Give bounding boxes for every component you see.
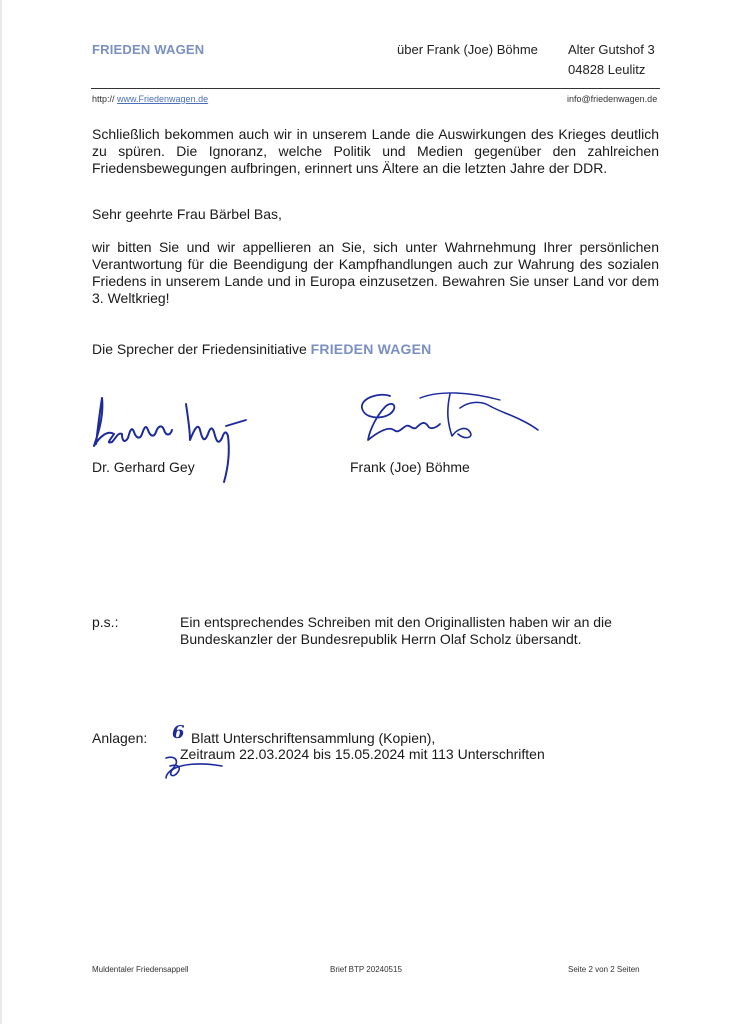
web-link[interactable]: www.Friedenwagen.de: [117, 94, 209, 104]
letterhead-rule: [91, 88, 660, 89]
signer-right-name: Frank (Joe) Böhme: [350, 459, 470, 475]
postscript-label: p.s.:: [92, 614, 119, 630]
attachments-initials-graphic: [160, 752, 230, 782]
letterhead-via: über Frank (Joe) Böhme: [397, 42, 538, 57]
signature-frank-boehme: [350, 384, 550, 454]
salutation: Sehr geehrte Frau Bärbel Bas,: [92, 206, 282, 222]
web-prefix: http://: [92, 94, 115, 104]
closing-line: [92, 341, 431, 358]
footer-center: Brief BTP 20240515: [330, 965, 402, 974]
page-edge: [0, 0, 2, 1024]
web-address: [92, 94, 208, 104]
footer-left: Muldentaler Friedensappell: [92, 965, 189, 974]
signature-frank-boehme-graphic: [350, 384, 550, 454]
letterhead-address-line2: 04828 Leulitz: [568, 62, 646, 77]
attachments-line-1: Blatt Unterschriftensammlung (Kopien),: [191, 730, 436, 746]
paragraph-2: wir bitten Sie und wir appellieren an Sie, sich unter Wahrnehmung Ihrer persönlichen Verantwortung für die Beendigung der Kampfhandlungen auch zur Wahrung des sozialen Friedens in unserem Lande und in Europa einzusetzen. Bewahren Sie unser Land vor dem 3. Weltkrieg!: [92, 239, 659, 306]
attachments-handwritten-count: 6: [172, 722, 185, 743]
signer-left-name: Dr. Gerhard Gey: [92, 459, 195, 475]
footer-page-number: Seite 2 von 2 Seiten: [568, 965, 640, 974]
closing-brand: FRIEDEN WAGEN: [310, 341, 432, 357]
paragraph-1: Schließlich bekommen auch wir in unserem Lande die Auswirkungen des Krieges deutlich zu spüren. Die Ignoranz, welche Politik und Medien gegenüber den zahlreichen Friedensbewegungen aufbringen, erinnert uns Ältere an die letzten Jahre der DDR.: [92, 126, 659, 176]
attachments-initials: [160, 752, 230, 782]
email-address[interactable]: info@friedenwagen.de: [567, 94, 658, 104]
postscript-line-1: Ein entsprechendes Schreiben mit den Originallisten haben wir an die: [180, 614, 612, 630]
letterhead-brand: FRIEDEN WAGEN: [92, 42, 205, 57]
closing-prefix: Die Sprecher der Friedensinitiative: [92, 341, 307, 357]
postscript-line-2: Bundeskanzler der Bundesrepublik Herrn Olaf Scholz übersandt.: [180, 631, 582, 647]
attachments-line-2: Zeitraum 22.03.2024 bis 15.05.2024 mit 113 Unterschriften: [180, 746, 545, 762]
attachments-label: Anlagen:: [92, 730, 148, 746]
letterhead-address-line1: Alter Gutshof 3: [568, 42, 655, 57]
